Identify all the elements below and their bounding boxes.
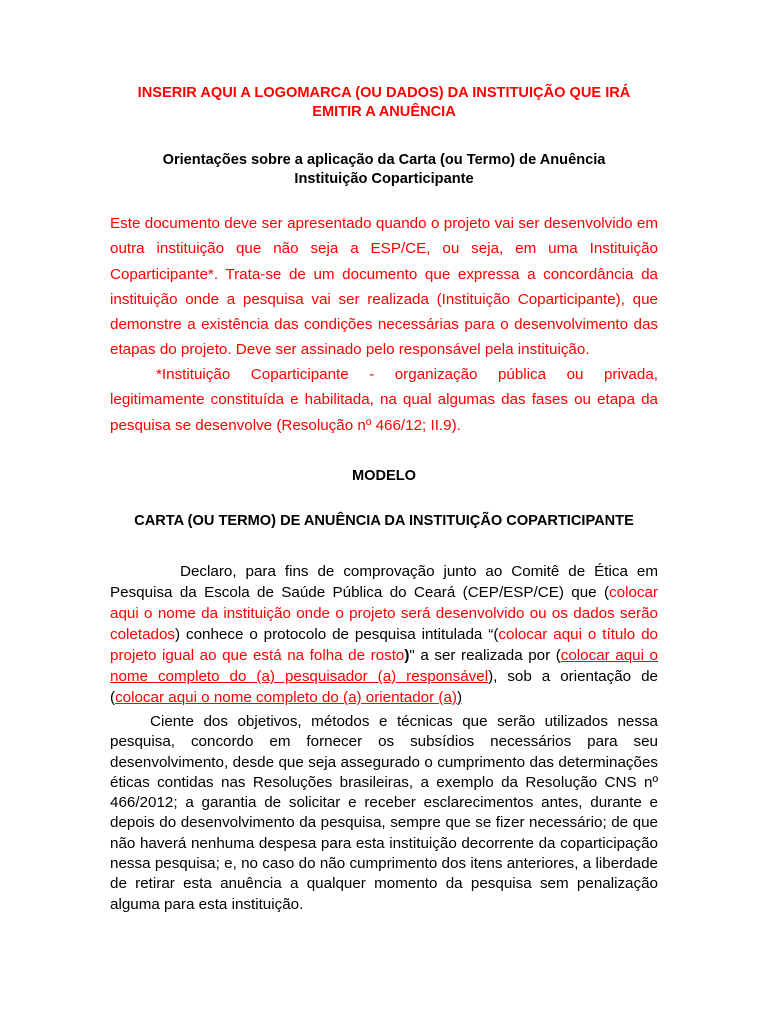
declaration-text-5: ) <box>456 689 463 706</box>
guidance-heading-line-1: Orientações sobre a aplicação da Carta (ou Termo) de Anuência <box>162 152 606 168</box>
declaration-text-2: ) conhece o protocolo de pesquisa intitulada “( <box>175 626 499 643</box>
intro-paragraph: Este documento deve ser apresentado quando o projeto vai ser desenvolvido em outra instituição que não seja a ESP/CE, ou seja, em uma Instituição Coparticipante*. Trata-se de um documento que expressa a concordância da instituição onde a pesquisa vai ser realizada (Instituição Coparticipante), que demonstre a existência das condições necessárias para o desenvolvimento das etapas do projeto. Deve ser assinado pelo responsável pela instituição. <box>110 215 658 359</box>
logo-placeholder-heading <box>110 84 658 122</box>
institution-placeholder: colocar aqui o nome da instituição onde o projeto será desenvolvido ou os dados serão coletados <box>110 584 658 643</box>
declaration-text-3b: " a ser realizada por ( <box>409 647 561 664</box>
coparticipant-note: *Instituição Coparticipante - organização pública ou privada, legitimamente constituída e habilitada, na qual algumas das fases ou etapa da pesquisa se desenvolve (Resolução nº 466/12; II.9). <box>110 366 658 434</box>
guidance-heading-line-2: Instituição Coparticipante <box>294 171 474 187</box>
researcher-placeholder: colocar aqui o nome completo do (a) pesquisador (a) responsável <box>110 647 658 685</box>
advisor-placeholder: colocar aqui o nome completo do (a) orientador (a) <box>115 689 457 706</box>
model-label: MODELO <box>351 468 417 484</box>
project-title-placeholder: colocar aqui o título do projeto igual ao que está na folha de rosto <box>110 626 658 664</box>
heading-line-1: INSERIR AQUI A LOGOMARCA (OU DADOS) DA INSTITUIÇÃO QUE IRÁ <box>137 85 631 101</box>
heading-line-2: EMITIR A ANUÊNCIA <box>312 104 456 120</box>
declaration-paragraph <box>110 561 658 708</box>
consent-paragraph: Ciente dos objetivos, métodos e técnicas que serão utilizados nessa pesquisa, concordo em fornecer os subsídios necessários para seu desenvolvimento, desde que seja assegurado o cumprimento das determinações éticas contidas nas Resoluções brasileiras, a exemplo da Resolução CNS nº 466/2012; a garantia de solicitar e receber esclarecimentos antes, durante e depois do desenvolvimento da pesquisa, sempre que se fizer necessário; de que não haverá nenhuma despesa para esta instituição decorrente da coparticipação nessa pesquisa; e, no caso do não cumprimento dos itens anteriores, a liberdade de retirar esta anuência a qualquer momento da pesquisa sem penalização alguma para esta instituição. <box>110 713 658 913</box>
letter-title: CARTA (OU TERMO) DE ANUÊNCIA DA INSTITUIÇÃO COPARTICIPANTE <box>134 513 634 529</box>
guidance-heading <box>110 151 658 189</box>
declaration-text-3: ) <box>404 647 410 664</box>
declaration-text-4: ), sob a orientação de ( <box>110 668 658 706</box>
declaration-text-1: Declaro, para fins de comprovação junto ao Comitê de Ética em Pesquisa da Escola de Saúde Pública do Ceará (CEP/ESP/CE) que ( <box>110 563 658 601</box>
